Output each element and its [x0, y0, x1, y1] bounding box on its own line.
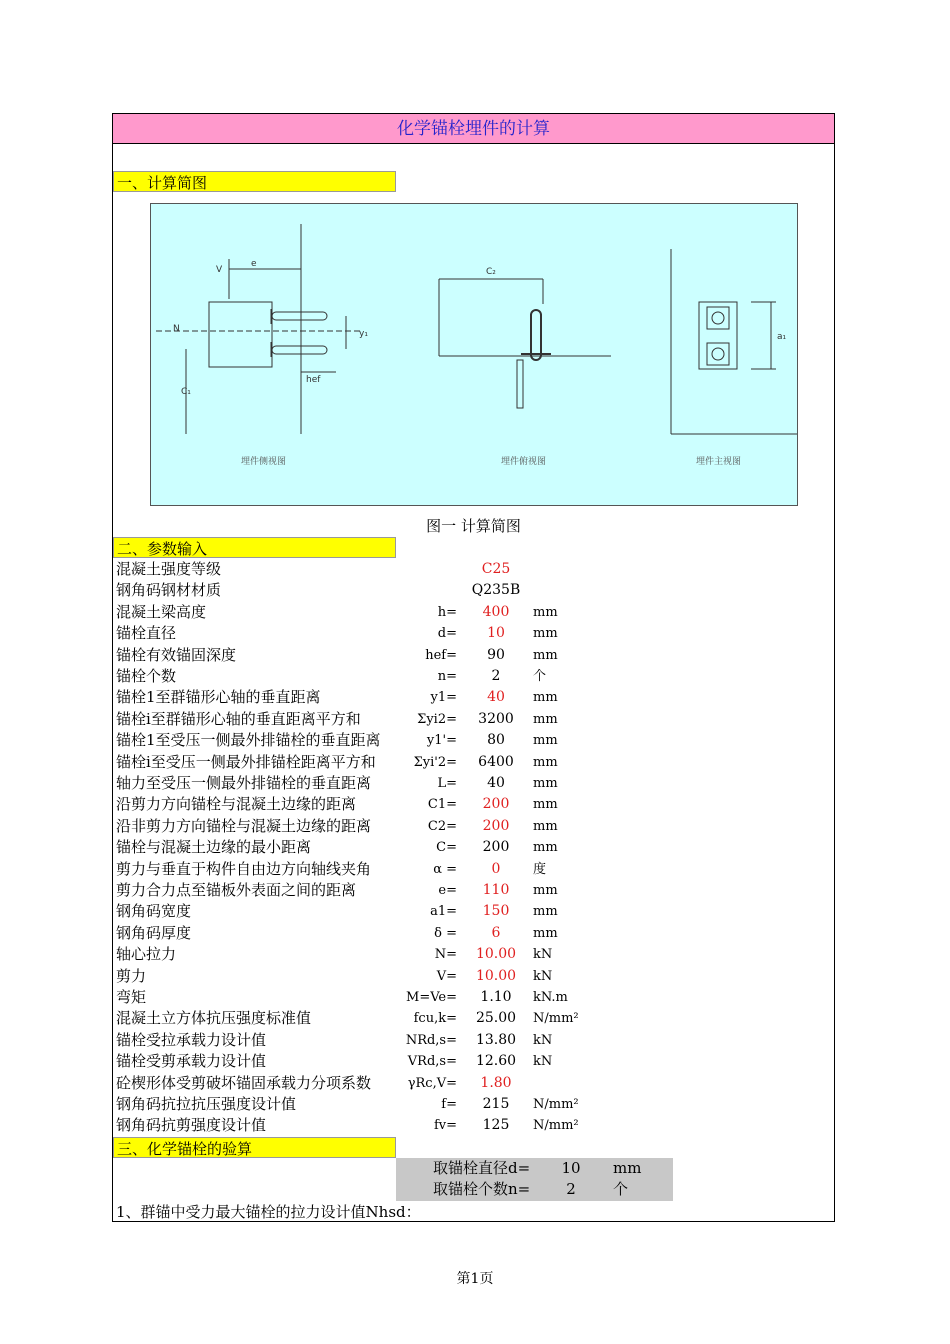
- param-label: 弯矩: [116, 988, 147, 1006]
- svg-text:y₁: y₁: [359, 329, 368, 339]
- param-label: 钢角码宽度: [116, 902, 192, 921]
- param-unit: mm: [533, 818, 558, 834]
- param-row: [113, 559, 834, 580]
- svg-text:C₂: C₂: [486, 267, 496, 277]
- param-symbol: VRd,s=: [407, 1054, 457, 1070]
- param-symbol: Σyi2=: [417, 711, 457, 727]
- svg-text:hef: hef: [306, 375, 321, 385]
- anchor-bolt-1-side: [272, 312, 327, 320]
- param-unit: kN: [533, 947, 553, 963]
- param-symbol: fcu,k=: [413, 1011, 457, 1027]
- param-label: 锚栓个数: [116, 667, 177, 685]
- param-symbol: α =: [433, 861, 457, 877]
- param-symbol: y1=: [430, 690, 457, 706]
- sheet-title: 化学锚栓埋件的计算: [113, 114, 834, 144]
- section-params-heading: 二、参数输入: [113, 537, 396, 558]
- param-row: [113, 944, 834, 965]
- param-value: 400: [482, 603, 510, 620]
- param-symbol: M=Ve=: [406, 990, 457, 1005]
- param-unit: 个: [533, 669, 547, 684]
- svg-text:C₁: C₁: [181, 387, 191, 397]
- param-symbol: γRc,V=: [407, 1075, 457, 1091]
- param-symbol: h=: [437, 604, 457, 620]
- param-label: 钢角码抗拉抗压强度设计值: [116, 1095, 297, 1113]
- anchor-bolt-top: [531, 310, 541, 360]
- param-row: [113, 816, 834, 837]
- param-row: [113, 1008, 834, 1029]
- param-value: 215: [482, 1096, 510, 1112]
- param-unit: kN: [533, 1032, 553, 1048]
- param-value: 10.00: [475, 967, 517, 984]
- param-label: 钢角码抗剪强度设计值: [116, 1116, 267, 1135]
- param-row: [113, 1030, 834, 1051]
- param-value: 13.80: [475, 1031, 517, 1048]
- param-unit: N/mm²: [533, 1097, 579, 1112]
- param-symbol: NRd,s=: [405, 1032, 457, 1048]
- svg-text:N: N: [173, 324, 180, 334]
- param-label: 沿剪力方向锚栓与混凝土边缘的距离: [116, 795, 357, 814]
- anchor-bolt-2-side: [272, 346, 327, 354]
- param-unit: mm: [533, 754, 558, 770]
- param-unit: kN: [533, 1054, 553, 1070]
- param-value: 10.00: [475, 946, 517, 963]
- param-label: 轴力至受压一侧最外排锚栓的垂直距离: [116, 774, 372, 792]
- param-row: [113, 1094, 834, 1115]
- param-symbol: y1'=: [426, 733, 457, 749]
- param-label: 锚栓受拉承载力设计值: [116, 1030, 267, 1049]
- param-unit: mm: [533, 733, 558, 749]
- param-symbol: fv=: [433, 1118, 457, 1134]
- front-view-label: 埋件主视图: [696, 457, 742, 467]
- param-label: 锚栓i至群锚形心轴的垂直距离平方和: [116, 709, 361, 728]
- param-label: 锚栓与混凝土边缘的最小距离: [116, 838, 312, 857]
- param-row: [113, 837, 834, 858]
- param-unit: mm: [533, 647, 558, 663]
- param-row: [113, 1073, 834, 1094]
- anchor-plate-side: [209, 302, 272, 367]
- param-row: [113, 602, 834, 623]
- param-unit: mm: [533, 883, 558, 898]
- selection-diameter-row: 取锚栓直径d= 10 mm: [433, 1159, 642, 1177]
- param-symbol: V=: [436, 968, 457, 984]
- param-row: [113, 966, 834, 987]
- selection-box: [396, 1158, 673, 1201]
- param-unit: kN.m: [533, 990, 568, 1005]
- page-number: 第1页: [456, 1271, 494, 1287]
- param-symbol: hef=: [425, 647, 457, 663]
- param-unit: mm: [533, 925, 558, 941]
- param-label: 锚栓受剪承载力设计值: [116, 1052, 267, 1071]
- section-diagram-heading: 一、计算简图: [113, 171, 396, 192]
- param-unit: N/mm²: [533, 1011, 579, 1027]
- param-symbol: a1=: [430, 904, 457, 920]
- calculation-sheet: [112, 113, 835, 1222]
- param-label: 锚栓1至群锚形心轴的垂直距离: [116, 688, 321, 707]
- param-row: [113, 923, 834, 944]
- param-row: [113, 794, 834, 815]
- param-value: 150: [482, 903, 510, 920]
- param-row: [113, 623, 834, 644]
- param-unit: mm: [533, 840, 558, 856]
- svg-text:a₁: a₁: [777, 332, 787, 342]
- param-row: [113, 580, 834, 601]
- param-value: 2: [491, 668, 501, 684]
- top-view-label: 埋件俯视图: [501, 457, 547, 467]
- param-value: 125: [482, 1117, 510, 1134]
- param-row: [113, 752, 834, 773]
- param-label: 砼楔形体受剪破坏锚固承载力分项系数: [116, 1073, 372, 1092]
- param-value: 6400: [478, 753, 514, 770]
- diagram-drawing: [151, 204, 797, 505]
- param-symbol: f=: [441, 1097, 457, 1112]
- param-row: [113, 1115, 834, 1136]
- param-row: [113, 880, 834, 901]
- param-unit: mm: [533, 776, 558, 791]
- section-check-heading: 三、化学锚栓的验算: [113, 1137, 396, 1158]
- angle-bracket-top: [517, 360, 523, 408]
- param-value: 200: [482, 796, 510, 813]
- param-row: [113, 645, 834, 666]
- param-unit: 度: [533, 861, 547, 877]
- param-label: 沿非剪力方向锚栓与混凝土边缘的距离: [116, 816, 372, 835]
- param-value: 80: [487, 732, 505, 749]
- calculation-diagram: [150, 203, 798, 506]
- param-label: 钢角码钢材材质: [116, 581, 222, 600]
- param-label: 锚栓直径: [116, 624, 177, 643]
- param-row: [113, 1051, 834, 1072]
- param-symbol: Σyi'2=: [413, 754, 457, 770]
- param-symbol: N=: [434, 947, 457, 963]
- param-label: 锚栓1至受压一侧最外排锚栓的垂直距离: [116, 731, 381, 750]
- param-unit: mm: [533, 797, 558, 813]
- param-value: 3200: [478, 710, 514, 727]
- param-symbol: L=: [437, 776, 457, 791]
- param-symbol: δ =: [434, 925, 457, 941]
- anchor-hole-1: [712, 312, 724, 324]
- param-value: 1.80: [480, 1074, 512, 1091]
- param-unit: N/mm²: [533, 1118, 579, 1134]
- param-unit: mm: [533, 904, 558, 920]
- param-value: 6: [491, 924, 501, 941]
- side-view-e-label: e: [251, 259, 257, 269]
- svg-text:V: V: [216, 265, 223, 275]
- param-symbol: n=: [437, 669, 457, 684]
- param-unit: mm: [533, 626, 558, 642]
- param-value: 40: [487, 689, 505, 706]
- param-label: 剪力: [116, 966, 147, 985]
- param-label: 剪力合力点至锚板外表面之间的距离: [116, 881, 357, 899]
- param-value: Q235B: [471, 582, 521, 599]
- param-label: 剪力与垂直于构件自由边方向轴线夹角: [116, 859, 372, 878]
- param-unit: mm: [533, 604, 558, 620]
- param-row: [113, 859, 834, 880]
- param-row: [113, 987, 834, 1008]
- param-label: 混凝土梁高度: [116, 602, 207, 621]
- param-value: C25: [481, 561, 511, 577]
- param-row: [113, 901, 834, 922]
- param-value: 1.10: [480, 989, 512, 1005]
- param-value: 25.00: [475, 1010, 517, 1027]
- selection-count-row: 取锚栓个数n= 2 个: [433, 1180, 629, 1198]
- param-row: [113, 687, 834, 708]
- figure-caption: 图一 计算简图: [426, 517, 521, 535]
- param-label: 混凝土立方体抗压强度标准值: [116, 1009, 312, 1028]
- param-row: [113, 666, 834, 687]
- param-value: 200: [482, 839, 510, 856]
- param-unit: mm: [533, 690, 558, 706]
- param-label: 轴心拉力: [116, 945, 177, 964]
- param-label: 钢角码厚度: [116, 923, 192, 942]
- param-value: 200: [482, 817, 510, 834]
- param-symbol: C=: [436, 840, 457, 856]
- param-value: 12.60: [475, 1053, 517, 1070]
- step-1-text: 1、群锚中受力最大锚栓的拉力设计值Nhsd：: [116, 1203, 421, 1221]
- param-symbol: C2=: [427, 818, 457, 834]
- param-label: 锚栓i至受压一侧最外排锚栓距离平方和: [116, 752, 376, 771]
- param-symbol: C1=: [427, 797, 457, 813]
- param-row: [113, 709, 834, 730]
- param-unit: mm: [533, 711, 558, 727]
- param-row: [113, 773, 834, 794]
- param-label: 混凝土强度等级: [116, 560, 222, 578]
- param-label: 锚栓有效锚固深度: [116, 645, 237, 664]
- param-value: 0: [491, 860, 501, 877]
- side-view-label: 埋件侧视图: [241, 457, 287, 467]
- param-unit: kN: [533, 968, 553, 984]
- param-value: 110: [482, 882, 510, 898]
- param-value: 10: [487, 625, 505, 642]
- param-symbol: e=: [438, 883, 457, 898]
- param-value: 90: [487, 646, 505, 663]
- param-value: 40: [487, 775, 505, 791]
- param-symbol: d=: [437, 626, 457, 642]
- param-row: [113, 730, 834, 751]
- anchor-hole-2: [712, 348, 724, 360]
